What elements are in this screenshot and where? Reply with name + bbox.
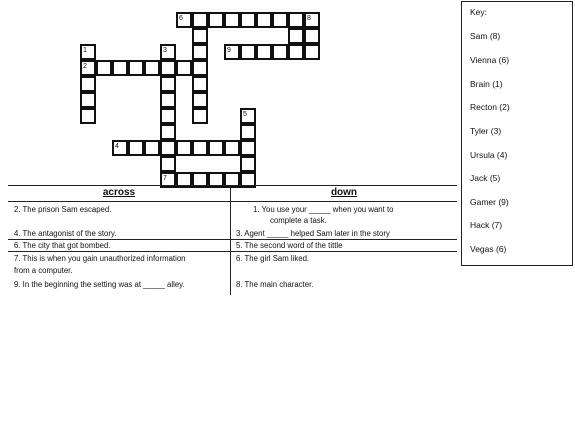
crossword-cell[interactable]: [144, 60, 160, 76]
down-clue-8: 8. The main character.: [236, 280, 314, 289]
crossword-cell[interactable]: [192, 76, 208, 92]
crossword-cell[interactable]: [160, 140, 176, 156]
crossword-cell[interactable]: [192, 44, 208, 60]
crossword-cell[interactable]: [96, 60, 112, 76]
across-clue-4: 4. The antagonist of the story.: [14, 229, 117, 238]
crossword-cell[interactable]: [240, 124, 256, 140]
clues-table: [8, 185, 457, 295]
crossword-cell[interactable]: [256, 12, 272, 28]
clue-number: 6: [179, 15, 183, 22]
crossword-grid: [0, 0, 460, 185]
key-item: Hack (7): [470, 220, 503, 230]
crossword-cell[interactable]: [288, 12, 304, 28]
crossword-cell[interactable]: [192, 108, 208, 124]
crossword-cell[interactable]: [80, 92, 96, 108]
table-top-border: [8, 185, 457, 186]
clue-number: 7: [163, 175, 167, 182]
crossword-cell[interactable]: [160, 108, 176, 124]
crossword-cell[interactable]: [224, 140, 240, 156]
key-item: Tyler (3): [470, 126, 502, 136]
crossword-cell[interactable]: [128, 60, 144, 76]
crossword-cell[interactable]: [192, 60, 208, 76]
crossword-cell[interactable]: [160, 60, 176, 76]
crossword-cell[interactable]: [176, 140, 192, 156]
crossword-cell[interactable]: [272, 44, 288, 60]
crossword-cell[interactable]: [160, 156, 176, 172]
crossword-cell[interactable]: [240, 140, 256, 156]
across-clue-2: 2. The prison Sam escaped.: [14, 205, 112, 214]
key-item: Vienna (6): [470, 55, 510, 65]
crossword-cell[interactable]: [240, 12, 256, 28]
key-item: Gamer (9): [470, 197, 509, 207]
answer-key-box: [461, 1, 573, 266]
down-clue-1-continued: complete a task.: [270, 216, 327, 225]
crossword-cell[interactable]: [256, 44, 272, 60]
crossword-cell[interactable]: [112, 60, 128, 76]
across-clue-6: 6. The city that got bombed.: [14, 241, 111, 250]
key-item: Vegas (6): [470, 244, 507, 254]
down-header: down: [330, 187, 358, 198]
key-item: Ursula (4): [470, 150, 508, 160]
clue-number: 1: [83, 47, 87, 54]
row-divider: [8, 239, 457, 240]
across-clue-7: 7. This is when you gain unauthorized information: [14, 254, 186, 263]
crossword-cell[interactable]: [208, 140, 224, 156]
key-item: Recton (2): [470, 102, 510, 112]
down-clue-3: 3. Agent _____ helped Sam later in the story: [236, 229, 390, 238]
crossword-cell[interactable]: [240, 156, 256, 172]
crossword-cell[interactable]: [224, 12, 240, 28]
crossword-cell[interactable]: [144, 140, 160, 156]
header-divider: [8, 201, 457, 202]
key-item: Brain (1): [470, 79, 503, 89]
crossword-cell[interactable]: [304, 44, 320, 60]
crossword-cell[interactable]: [208, 12, 224, 28]
clue-number: 3: [163, 47, 167, 54]
down-clue-1: 1. You use your _____ when you want to: [253, 205, 394, 214]
crossword-cell[interactable]: [176, 60, 192, 76]
row-divider: [8, 251, 457, 252]
clue-number: 8: [307, 15, 311, 22]
crossword-cell[interactable]: [160, 92, 176, 108]
crossword-cell[interactable]: [128, 140, 144, 156]
crossword-cell[interactable]: [160, 76, 176, 92]
clue-number: 5: [243, 111, 247, 118]
across-clue-9: 9. In the beginning the setting was at _____ alley.: [14, 280, 185, 289]
clue-number: 4: [115, 143, 119, 150]
crossword-cell[interactable]: [192, 92, 208, 108]
down-clue-6: 6. The girl Sam liked.: [236, 254, 310, 263]
crossword-cell[interactable]: [80, 108, 96, 124]
crossword-cell[interactable]: [304, 28, 320, 44]
crossword-cell[interactable]: [192, 12, 208, 28]
across-header: across: [102, 187, 136, 198]
across-clue-7-continued: from a computer.: [14, 266, 73, 275]
crossword-cell[interactable]: [288, 28, 304, 44]
clue-number: 9: [227, 47, 231, 54]
crossword-cell[interactable]: [160, 124, 176, 140]
crossword-cell[interactable]: [192, 140, 208, 156]
crossword-cell[interactable]: [240, 44, 256, 60]
crossword-cell[interactable]: [272, 12, 288, 28]
down-clue-5: 5. The second word of the tittle: [236, 241, 343, 250]
crossword-cell[interactable]: [80, 76, 96, 92]
key-item: Jack (5): [470, 173, 501, 183]
key-item: Sam (8): [470, 31, 501, 41]
key-title: Key:: [470, 7, 488, 17]
clue-number: 2: [83, 63, 87, 70]
crossword-cell[interactable]: [288, 44, 304, 60]
crossword-cell[interactable]: [192, 28, 208, 44]
